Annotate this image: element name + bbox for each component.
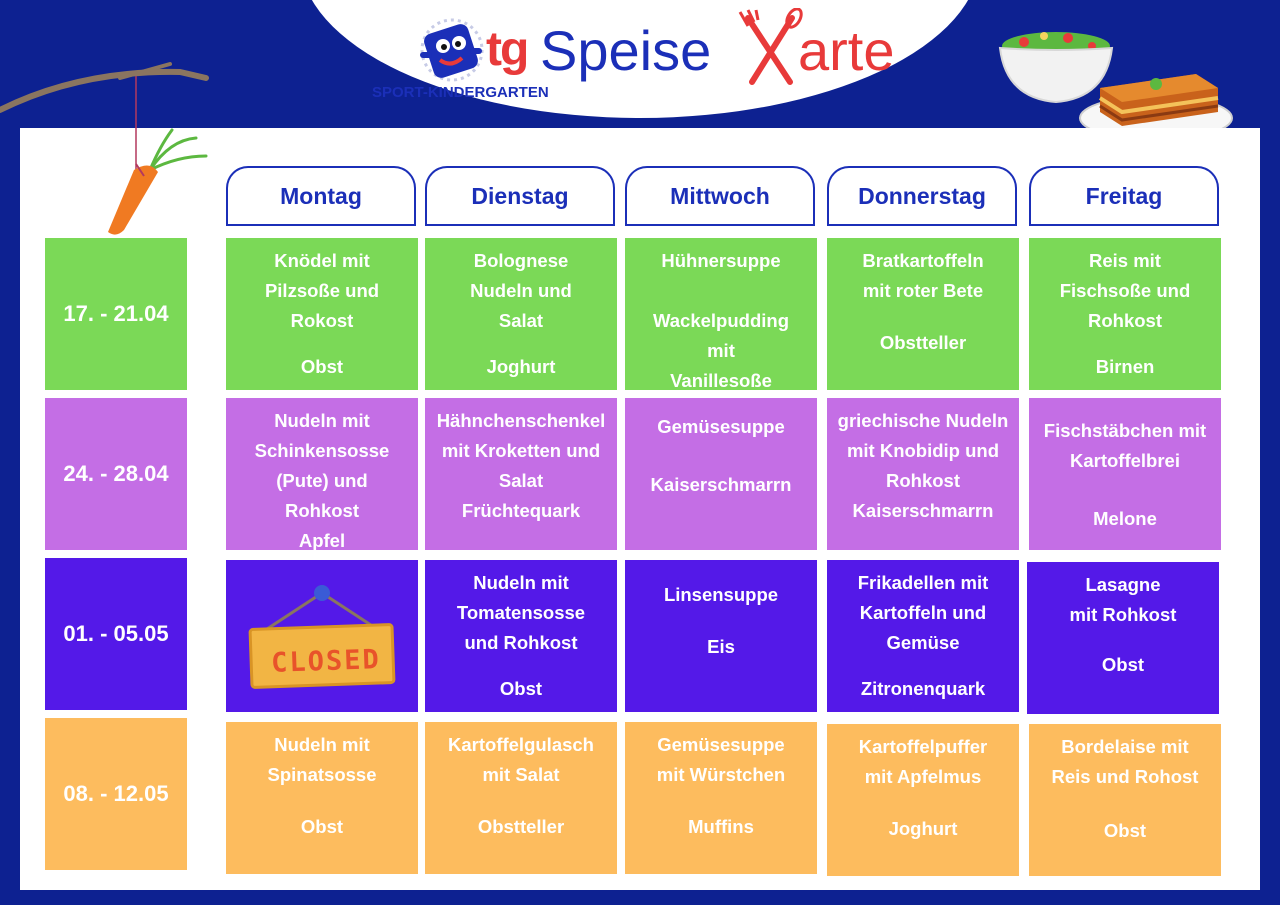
- day-header-mittwoch: Mittwoch: [625, 166, 815, 224]
- meal-cell: [425, 722, 617, 874]
- meal-side: Zitronenquark: [860, 678, 986, 699]
- meal-side: Eis: [707, 636, 735, 657]
- day-header-freitag: Freitag: [1029, 166, 1219, 224]
- meal-main: Bratkartoffeln mit roter Bete: [862, 250, 984, 301]
- meal-side: Joghurt: [486, 356, 556, 377]
- meal-cell: [827, 398, 1019, 550]
- meal-main: Kartoffelgulasch mit Salat: [448, 734, 594, 785]
- meal-side: Obst: [300, 356, 344, 377]
- meal-cell: [1029, 398, 1221, 550]
- meal-cell: [226, 238, 418, 390]
- subtitle-kindergarten: SPORT-KINDERGARTEN: [372, 84, 549, 101]
- meal-cell: [625, 398, 817, 550]
- meal-side: Kaiserschmarrn: [650, 474, 792, 495]
- meal-cell: [1029, 238, 1221, 390]
- meal-cell: [1027, 562, 1219, 714]
- meal-cell: [425, 560, 617, 712]
- week-label-3: 01. - 05.05: [45, 558, 187, 710]
- meal-main: Knödel mit Pilzsoße und Rokost: [264, 250, 380, 331]
- meal-main: griechische Nudeln mit Knobidip und Rohkost Kaiserschmarrn: [837, 410, 1009, 521]
- meal-main: Gemüsesuppe: [657, 416, 785, 437]
- meal-cell: [625, 560, 817, 712]
- meal-side: Melone: [1093, 508, 1157, 529]
- meal-cell: [226, 722, 418, 874]
- meal-side: Obst: [1103, 820, 1147, 841]
- meal-main: Nudeln mit Tomatensosse und Rohkost: [456, 572, 586, 653]
- mascot-icon: [410, 14, 490, 94]
- fork-knife-icon: [738, 8, 804, 88]
- meal-side: Obstteller: [879, 332, 967, 353]
- day-header-donnerstag: Donnerstag: [827, 166, 1017, 224]
- week-label-2: 24. - 28.04: [45, 398, 187, 550]
- meal-side: Obst: [300, 816, 344, 837]
- meal-cell: [827, 238, 1019, 390]
- meal-main: Nudeln mit Schinkensosse (Pute) und Rohkost Apfel: [254, 410, 390, 551]
- meal-cell: [425, 398, 617, 550]
- meal-cell: [1029, 724, 1221, 876]
- brand-tg: tg: [486, 23, 528, 76]
- meal-main: Reis mit Fischsoße und Rohkost: [1059, 250, 1191, 331]
- meal-cell-closed: [226, 560, 418, 712]
- meal-main: Lasagne mit Rohkost: [1069, 574, 1177, 625]
- meal-main: Nudeln mit Spinatsosse: [267, 734, 377, 785]
- meal-side: Obst: [499, 678, 543, 699]
- day-header-montag: Montag: [226, 166, 416, 224]
- meal-side: Muffins: [688, 816, 754, 837]
- week-label-1: 17. - 21.04: [45, 238, 187, 390]
- carrot-icon: [0, 60, 215, 240]
- day-header-dienstag: Dienstag: [425, 166, 615, 224]
- meal-main: Hähnchenschenkel mit Kroketten und Salat Früchtequark: [436, 410, 606, 521]
- meal-side: Obstteller: [477, 816, 565, 837]
- meal-cell: [827, 560, 1019, 712]
- title-speise: Speise: [540, 19, 712, 82]
- closed-label: CLOSED: [270, 644, 382, 679]
- week-label-4: 08. - 12.05: [45, 718, 187, 870]
- meal-cell: [425, 238, 617, 390]
- meal-cell: [226, 398, 418, 550]
- meal-main: Frikadellen mit Kartoffeln und Gemüse: [857, 572, 989, 653]
- meal-cell: [827, 724, 1019, 876]
- meal-cell: [625, 722, 817, 874]
- meal-main: Linsensuppe: [663, 584, 779, 605]
- meal-side: Joghurt: [888, 818, 958, 839]
- meal-side: Birnen: [1095, 356, 1155, 377]
- meal-main: Gemüsesuppe mit Würstchen: [656, 734, 786, 785]
- meal-side: Obst: [1101, 654, 1145, 675]
- meal-cell: [625, 238, 817, 390]
- title-arte: arte: [798, 19, 895, 82]
- meal-main: Bolognese Nudeln und Salat: [470, 250, 572, 331]
- meal-main: Fischstäbchen mit Kartoffelbrei: [1043, 420, 1207, 471]
- meal-main: Kartoffelpuffer mit Apfelmus: [858, 736, 988, 787]
- meal-main: Bordelaise mit Reis und Rohost: [1051, 736, 1199, 787]
- meal-main: Hühnersuppe Wackelpudding mit Vanillesoße: [652, 250, 789, 391]
- salad-bowl-icon: [1000, 32, 1112, 102]
